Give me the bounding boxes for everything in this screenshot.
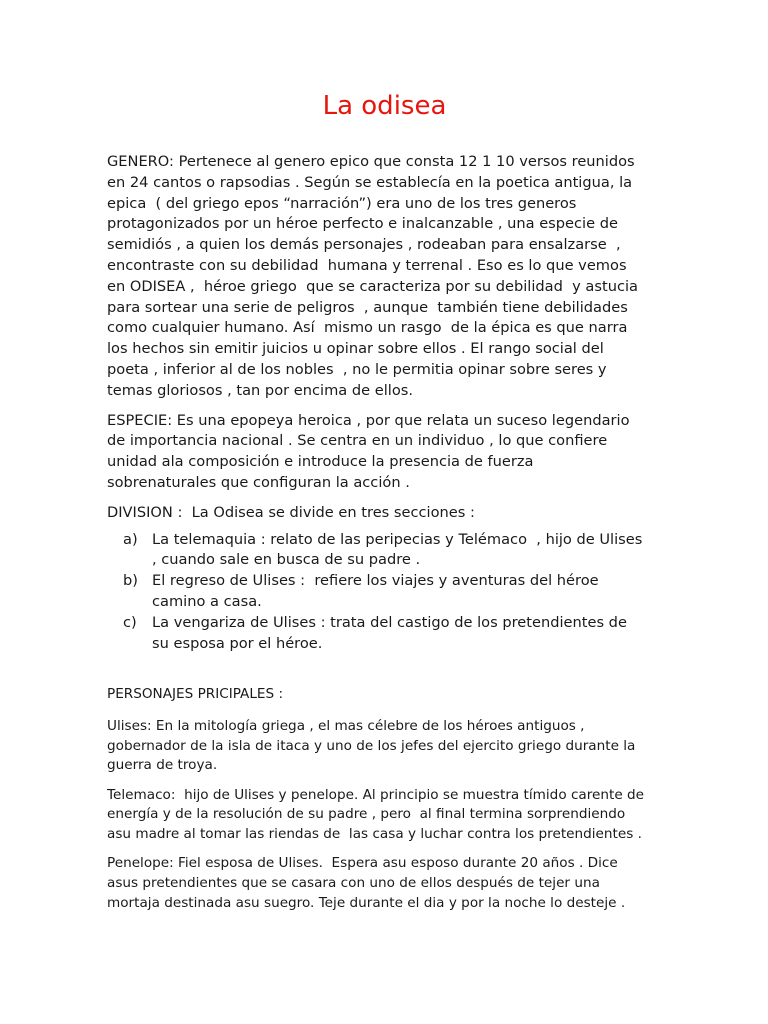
list-item-text: La vengariza de Ulises : trata del castigo de los pretendientes de su esposa por el héroe. bbox=[152, 613, 627, 652]
list-marker: c) bbox=[123, 613, 137, 631]
division-paragraph: DIVISION : La Odisea se divide en tres secciones : bbox=[107, 503, 475, 521]
telemaco-paragraph: Telemaco: hijo de Ulises y penelope. Al principio se muestra tímido carente de energía y de la resolución de su padre , pero al final termina sorprendiendo asu madre al tomar las riendas de las casa y luchar contra los pretendientes . bbox=[107, 786, 645, 842]
division-list bbox=[107, 530, 662, 655]
genero-paragraph: GENERO: Pertenece al genero epico que consta 12 1 10 versos reunidos en 24 cantos o rapsodias . Según se establecía en la poetica antigua, la epica ( del griego epos “narración”) era uno de los tres generos protagonizados por un héroe perfecto e inalcanzable , una especie de semidiós , a quien los demás personajes , rodeaban para ensalzarse , encontraste con su debilidad humana y terrenal . Eso es lo que vemos en ODISEA , héroe griego que se caracteriza por su debilidad y astucia para sortear una serie de peligros , aunque también tiene debilidades como cualquier humano. Así mismo un rasgo de la épica es que narra los hechos sin emitir juicios u opinar sobre ellos . El rango social del poeta , inferior al de los nobles , no le permitia opinar sobre seres y temas gloriosos , tan por encima de ellos. bbox=[107, 153, 638, 399]
list-item bbox=[123, 571, 662, 613]
especie-paragraph: ESPECIE: Es una epopeya heroica , por que relata un suceso legendario de importancia nacional . Se centra en un individuo , lo que confiere unidad ala composición e introduce la presencia de fuerza sobrenaturales que configuran la acción . bbox=[107, 411, 630, 491]
ulises-paragraph: Ulises: En la mitología griega , el mas célebre de los héroes antiguos , gobernador de la isla de itaca y uno de los jefes del ejercito griego durante la guerra de troya. bbox=[107, 717, 636, 774]
list-marker: b) bbox=[123, 572, 138, 590]
list-item-text: La telemaquia : relato de las peripecias y Telémaco , hijo de Ulises , cuando sale en busca de su padre . bbox=[152, 530, 643, 569]
list-item bbox=[123, 530, 662, 572]
personajes-heading: PERSONAJES PRICIPALES : bbox=[107, 686, 284, 703]
document-page bbox=[107, 88, 662, 923]
document-title: La odisea bbox=[322, 91, 447, 121]
penelope-paragraph: Penelope: Fiel esposa de Ulises. Espera asu esposo durante 20 años . Dice asus pretendientes que se casara con uno de ellos después de tejer una mortaja destinada asu suegro. Teje durante el dia y por la noche lo desteje . bbox=[107, 855, 626, 911]
list-item-text: El regreso de Ulises : refiere los viajes y aventuras del héroe camino a casa. bbox=[152, 572, 599, 610]
list-item bbox=[123, 613, 662, 655]
list-marker: a) bbox=[123, 530, 138, 548]
